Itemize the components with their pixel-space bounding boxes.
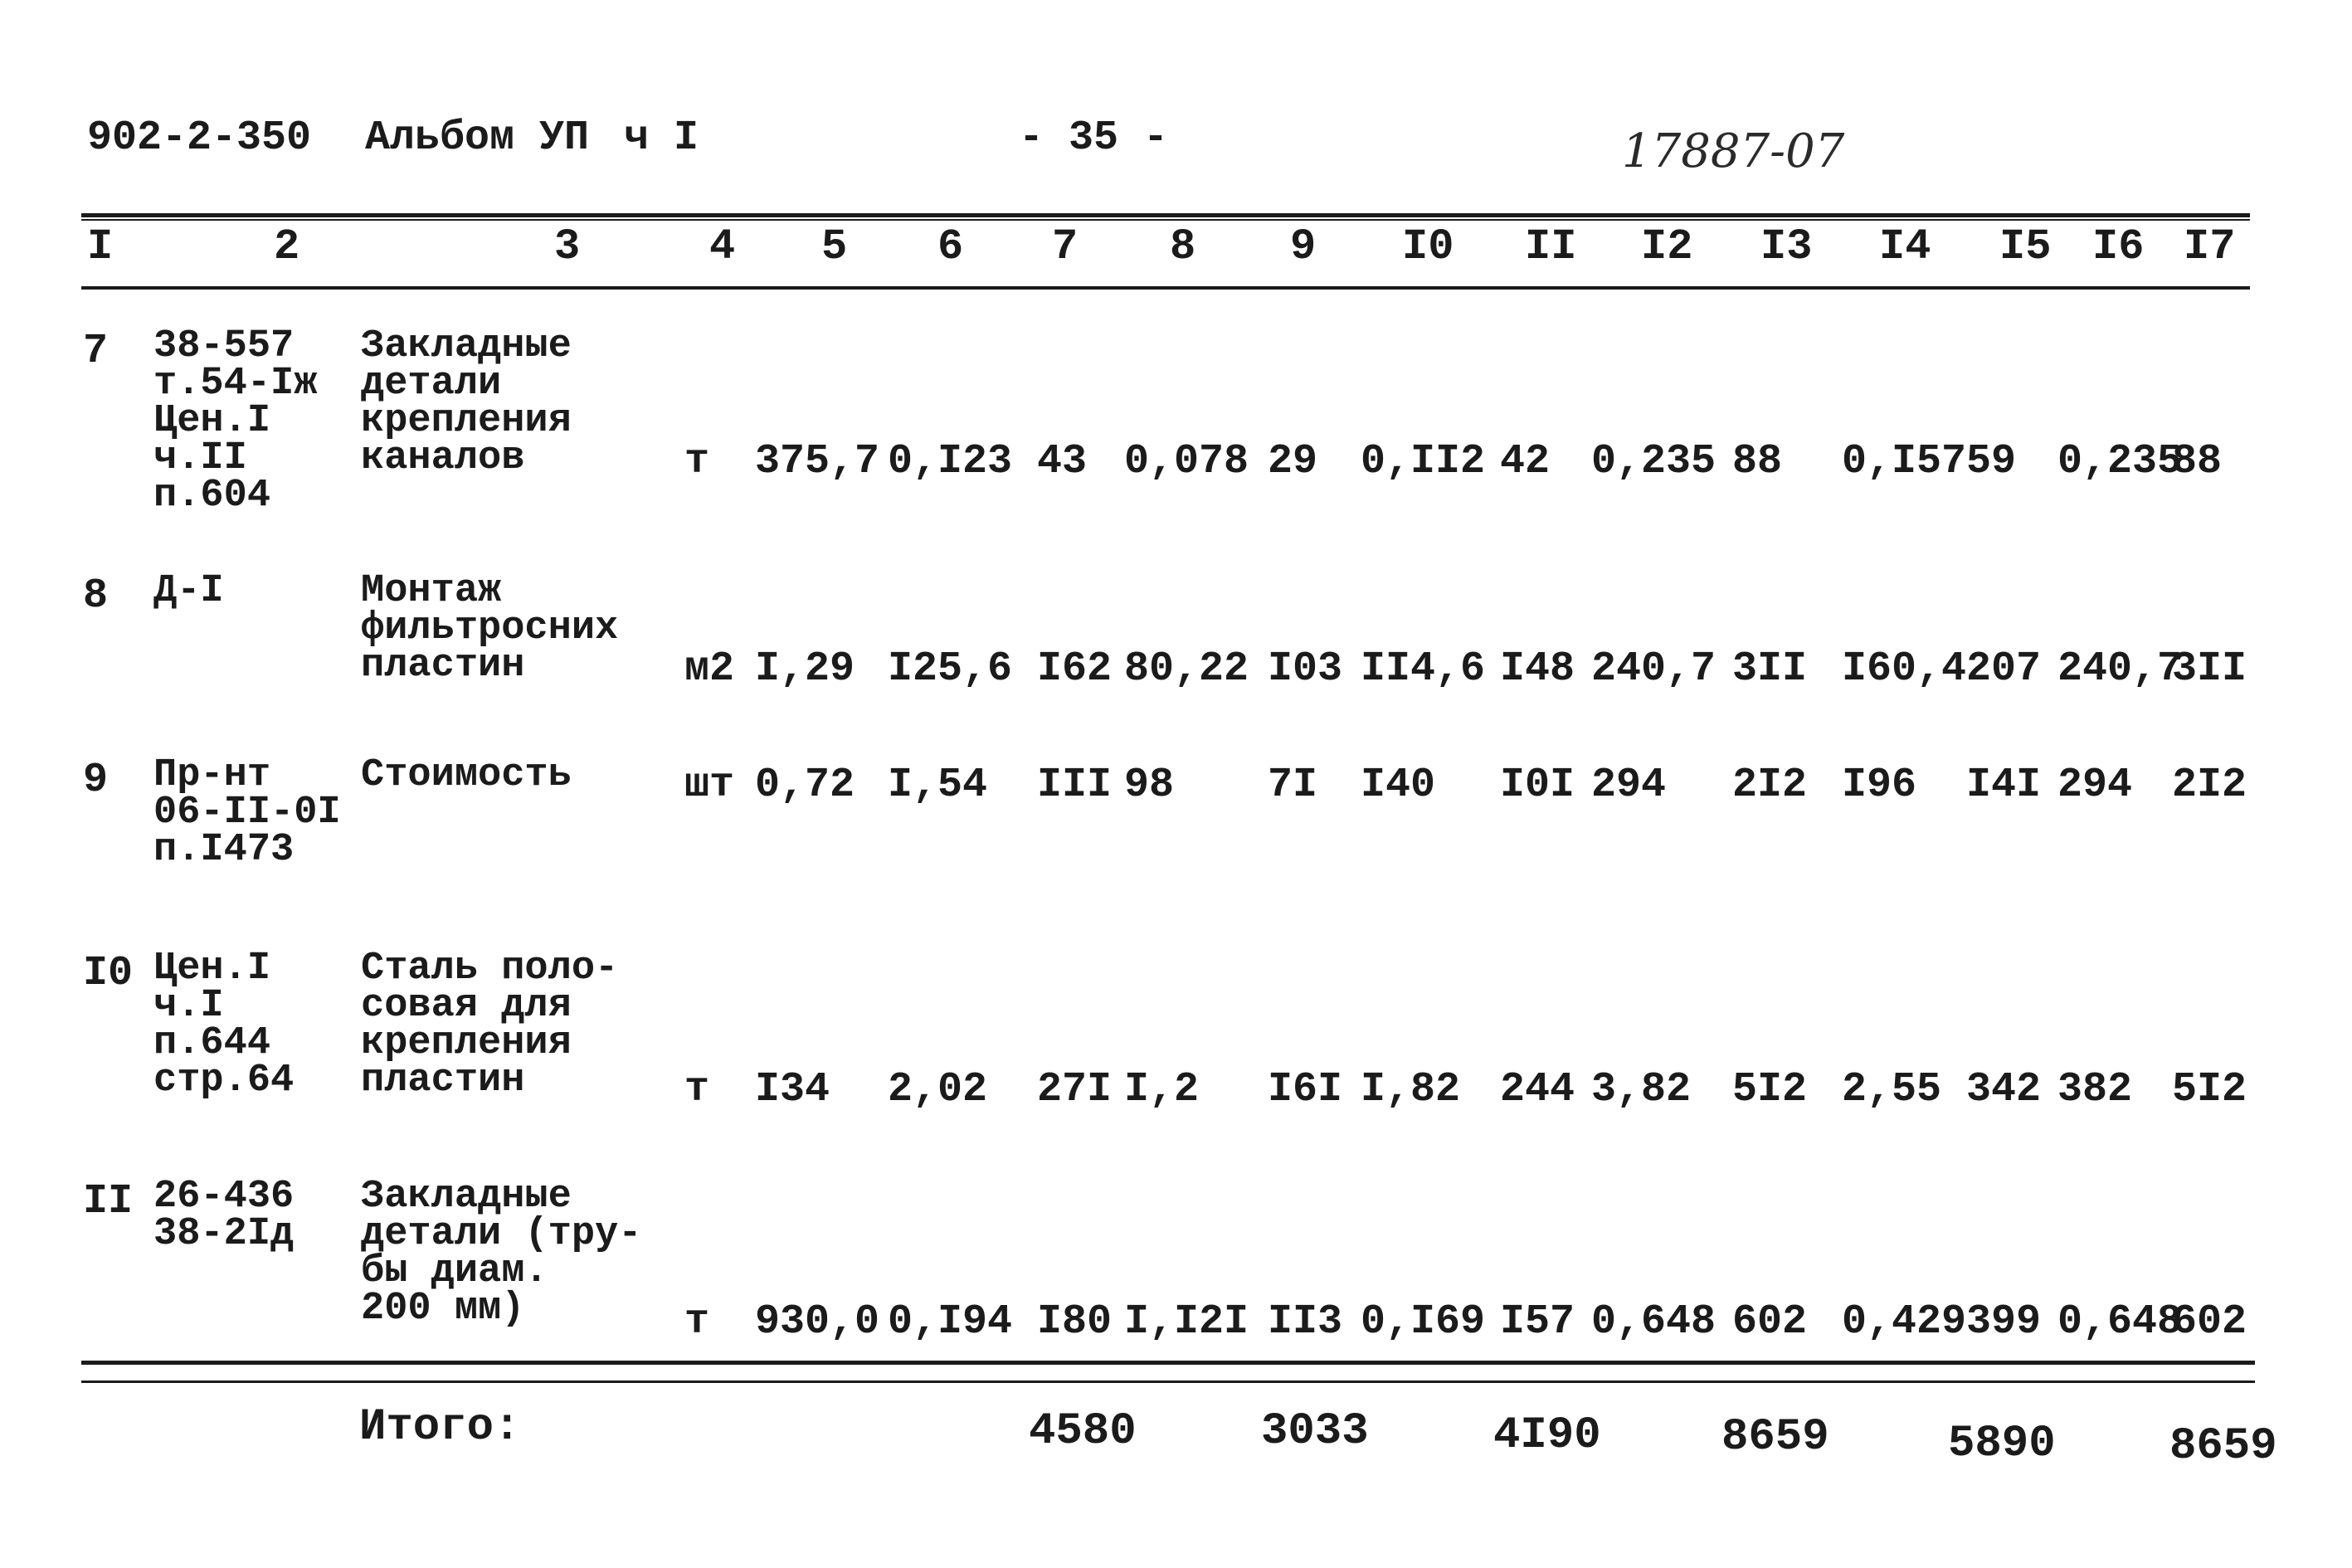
row-value-col-10: 0,I69 — [1361, 1298, 1486, 1346]
row-value-col-12: 240,7 — [1591, 645, 1717, 693]
row-value-col-14: 2,55 — [1842, 1066, 1942, 1113]
column-number-2: 2 — [274, 222, 300, 271]
column-number-7: 7 — [1052, 222, 1079, 271]
row-value-col-15: I4I — [1966, 762, 2042, 809]
row-code-line: п.644 — [153, 1021, 271, 1065]
row-number: II — [83, 1178, 134, 1225]
row-value-col-16: 0,235 — [2057, 438, 2183, 485]
row-code-line: стр.64 — [153, 1059, 295, 1103]
row-code-line: 38-557 — [153, 324, 295, 368]
row-value-col-11: I57 — [1500, 1298, 1575, 1346]
row-description-line: крепления — [361, 399, 572, 443]
column-number-13: I3 — [1760, 222, 1813, 271]
row-value-col-8: 80,22 — [1124, 645, 1249, 693]
row-code-line: т.54-Iж — [153, 362, 318, 406]
row-value-col-13: 88 — [1732, 438, 1783, 485]
row-description-line: фильтросних — [361, 606, 619, 650]
row-value-col-7: I62 — [1037, 645, 1113, 693]
column-number-4: 4 — [709, 222, 736, 271]
handwritten-number: 17887-07 — [1622, 124, 1845, 178]
row-value-col-16: 240,7 — [2057, 645, 2183, 693]
row-value-col-13: 2I2 — [1732, 762, 1808, 809]
row-number: 9 — [83, 757, 109, 804]
row-description-line: Сталь поло- — [361, 947, 619, 991]
row-value-col-13: 3II — [1732, 645, 1808, 693]
row-value-col-9: 7I — [1268, 762, 1318, 809]
row-value-col-15: 399 — [1966, 1298, 2042, 1346]
row-value-col-12: 0,235 — [1591, 438, 1717, 485]
row-code-line: п.604 — [153, 474, 271, 518]
total-value: 4I90 — [1493, 1410, 1601, 1461]
total-value: 8659 — [2169, 1421, 2277, 1472]
row-description-line: пластин — [361, 1059, 525, 1103]
row-description-line: пластин — [361, 644, 525, 688]
row-code-line: Цен.I — [153, 947, 271, 991]
row-value-col-5: 375,7 — [755, 438, 880, 485]
row-code-line: Д-I — [153, 569, 224, 613]
row-description-line: каналов — [361, 436, 525, 480]
row-value-col-10: II4,6 — [1361, 645, 1486, 693]
row-value-col-15: 59 — [1966, 438, 2017, 485]
row-value-col-6: 2,02 — [888, 1066, 988, 1113]
row-value-col-15: 342 — [1966, 1066, 2042, 1113]
row-unit: т — [684, 438, 710, 485]
row-value-col-7: I80 — [1037, 1298, 1113, 1346]
row-value-col-10: I40 — [1361, 762, 1436, 809]
row-unit: шт — [684, 762, 735, 809]
column-number-15: I5 — [1999, 222, 2052, 271]
row-value-col-5: 930,0 — [755, 1298, 880, 1346]
row-value-col-12: 294 — [1591, 762, 1667, 809]
row-description-line: Закладные — [361, 324, 572, 368]
row-code-line: ч.II — [153, 436, 247, 480]
row-code-line: 26-436 — [153, 1175, 295, 1219]
row-description-line: 200 мм) — [361, 1287, 525, 1331]
row-value-col-14: 0,429 — [1842, 1298, 1967, 1346]
row-value-col-6: 0,I94 — [888, 1298, 1013, 1346]
column-number-10: I0 — [1402, 222, 1454, 271]
row-value-col-13: 602 — [1732, 1298, 1808, 1346]
row-description-line: детали — [361, 362, 502, 406]
bottom-rule-second — [81, 1381, 2255, 1383]
column-number-8: 8 — [1170, 222, 1196, 271]
row-code-line: Пр-нт — [153, 753, 271, 797]
row-value-col-5: I34 — [755, 1066, 830, 1113]
part-label: ч I — [624, 114, 699, 162]
row-value-col-15: 207 — [1966, 645, 2042, 693]
column-number-6: 6 — [937, 222, 964, 271]
row-unit: т — [684, 1298, 710, 1346]
column-number-12: I2 — [1641, 222, 1693, 271]
row-description-line: детали (тру- — [361, 1212, 642, 1256]
row-value-col-10: 0,II2 — [1361, 438, 1486, 485]
column-number-5: 5 — [821, 222, 848, 271]
row-value-col-17: 2I2 — [2172, 762, 2247, 809]
row-value-col-17: 3II — [2172, 645, 2247, 693]
row-number: 7 — [83, 328, 109, 375]
row-value-col-9: I03 — [1268, 645, 1343, 693]
row-value-col-14: 0,I57 — [1842, 438, 1967, 485]
total-value: 3033 — [1261, 1406, 1369, 1457]
row-value-col-7: III — [1037, 762, 1113, 809]
total-value: 4580 — [1029, 1406, 1137, 1457]
row-description-line: Закладные — [361, 1175, 572, 1219]
row-value-col-9: II3 — [1268, 1298, 1343, 1346]
row-value-col-6: 0,I23 — [888, 438, 1013, 485]
row-code-line: 06-II-0I — [153, 791, 341, 835]
doc-code: 902-2-350 — [87, 114, 312, 162]
top-rule — [81, 213, 2250, 217]
row-unit: м2 — [684, 645, 735, 693]
row-value-col-13: 5I2 — [1732, 1066, 1808, 1113]
row-description-line: крепления — [361, 1021, 572, 1065]
column-number-17: I7 — [2184, 222, 2236, 271]
column-number-14: I4 — [1879, 222, 1931, 271]
row-value-col-17: 88 — [2172, 438, 2223, 485]
row-value-col-16: 382 — [2057, 1066, 2133, 1113]
row-value-col-8: I,2 — [1124, 1066, 1200, 1113]
column-number-11: II — [1525, 222, 1577, 271]
row-value-col-11: I0I — [1500, 762, 1575, 809]
row-value-col-5: I,29 — [755, 645, 855, 693]
row-value-col-16: 294 — [2057, 762, 2133, 809]
row-description-line: Монтаж — [361, 569, 502, 613]
column-number-1: I — [87, 222, 114, 271]
row-value-col-8: 98 — [1124, 762, 1175, 809]
row-value-col-5: 0,72 — [755, 762, 855, 809]
column-underline — [81, 286, 2250, 290]
row-value-col-7: 27I — [1037, 1066, 1113, 1113]
top-rule-second — [81, 219, 2250, 221]
row-value-col-12: 0,648 — [1591, 1298, 1717, 1346]
row-value-col-17: 5I2 — [2172, 1066, 2247, 1113]
column-number-9: 9 — [1290, 222, 1317, 271]
row-value-col-6: I,54 — [888, 762, 988, 809]
row-value-col-17: 602 — [2172, 1298, 2247, 1346]
column-number-3: 3 — [554, 222, 581, 271]
bottom-rule — [81, 1361, 2255, 1365]
row-value-col-12: 3,82 — [1591, 1066, 1692, 1113]
row-value-col-8: I,I2I — [1124, 1298, 1249, 1346]
row-number: 8 — [83, 572, 109, 620]
row-unit: т — [684, 1066, 710, 1113]
row-code-line: Цен.I — [153, 399, 271, 443]
row-value-col-9: 29 — [1268, 438, 1318, 485]
column-number-16: I6 — [2092, 222, 2145, 271]
album-label: Альбом УП — [365, 114, 590, 162]
total-value: 8659 — [1721, 1412, 1829, 1463]
row-value-col-14: I96 — [1842, 762, 1917, 809]
row-value-col-11: I48 — [1500, 645, 1575, 693]
row-value-col-6: I25,6 — [888, 645, 1013, 693]
row-value-col-16: 0,648 — [2057, 1298, 2183, 1346]
row-value-col-9: I6I — [1268, 1066, 1343, 1113]
row-value-col-10: I,82 — [1361, 1066, 1461, 1113]
row-value-col-8: 0,078 — [1124, 438, 1249, 485]
row-description-line: совая для — [361, 984, 572, 1028]
row-number: I0 — [83, 950, 134, 997]
page-number: - 35 - — [1019, 114, 1169, 162]
row-value-col-11: 244 — [1500, 1066, 1575, 1113]
row-value-col-11: 42 — [1500, 438, 1551, 485]
row-description-line: Стоимость — [361, 753, 572, 797]
row-code-line: 38-2Iд — [153, 1212, 295, 1256]
row-code-line: ч.I — [153, 984, 224, 1028]
row-value-col-14: I60,4 — [1842, 645, 1967, 693]
row-description-line: бы диам. — [361, 1249, 548, 1293]
row-code-line: п.I473 — [153, 828, 295, 872]
totals-label: Итого: — [359, 1402, 521, 1453]
total-value: 5890 — [1948, 1419, 2056, 1469]
row-value-col-7: 43 — [1037, 438, 1088, 485]
